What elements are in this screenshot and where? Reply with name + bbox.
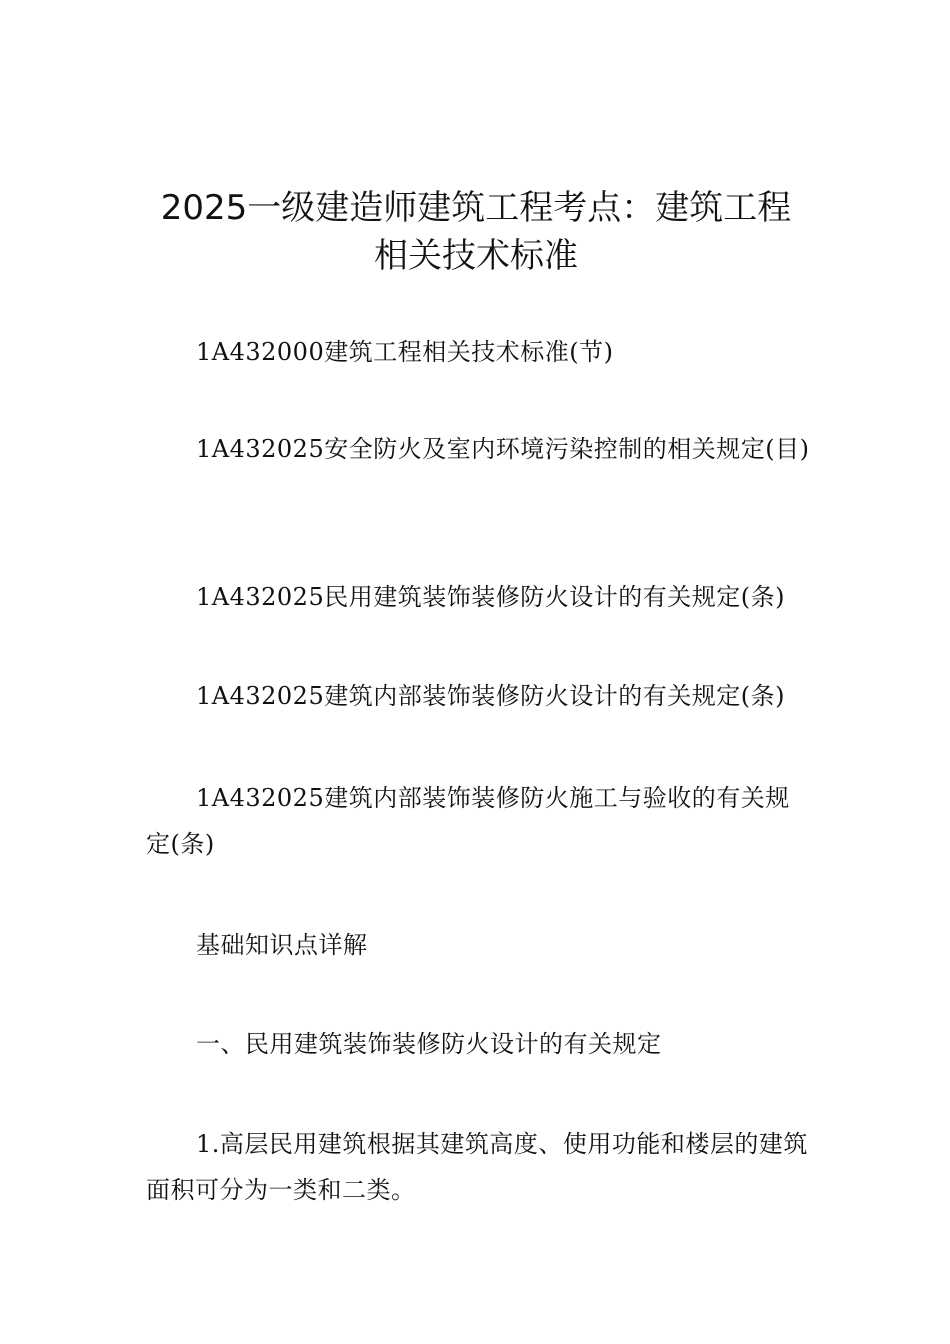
- paragraph-article-1: 1A432025民用建筑装饰装修防火设计的有关规定(条): [196, 583, 785, 611]
- page-title-line-1: 2025一级建造师建筑工程考点：建筑工程: [160, 188, 792, 228]
- paragraph-basics-heading: 基础知识点详解: [196, 931, 368, 959]
- paragraph-section-heading: 1A432000建筑工程相关技术标准(节): [196, 338, 614, 366]
- paragraph-article-3: 1A432025建筑内部装饰装修防火施工与验收的有关规定(条): [146, 784, 790, 858]
- page-title-line-2: 相关技术标准: [374, 236, 578, 276]
- paragraph-article-2: 1A432025建筑内部装饰装修防火设计的有关规定(条): [196, 682, 785, 710]
- paragraph-item-1: 1.高层民用建筑根据其建筑高度、使用功能和楼层的建筑面积可分为一类和二类。: [146, 1130, 808, 1204]
- paragraph-subsection-heading: 1A432025安全防火及室内环境污染控制的相关规定(目): [196, 435, 810, 463]
- paragraph-part-one-heading: 一、民用建筑装饰装修防火设计的有关规定: [196, 1030, 662, 1058]
